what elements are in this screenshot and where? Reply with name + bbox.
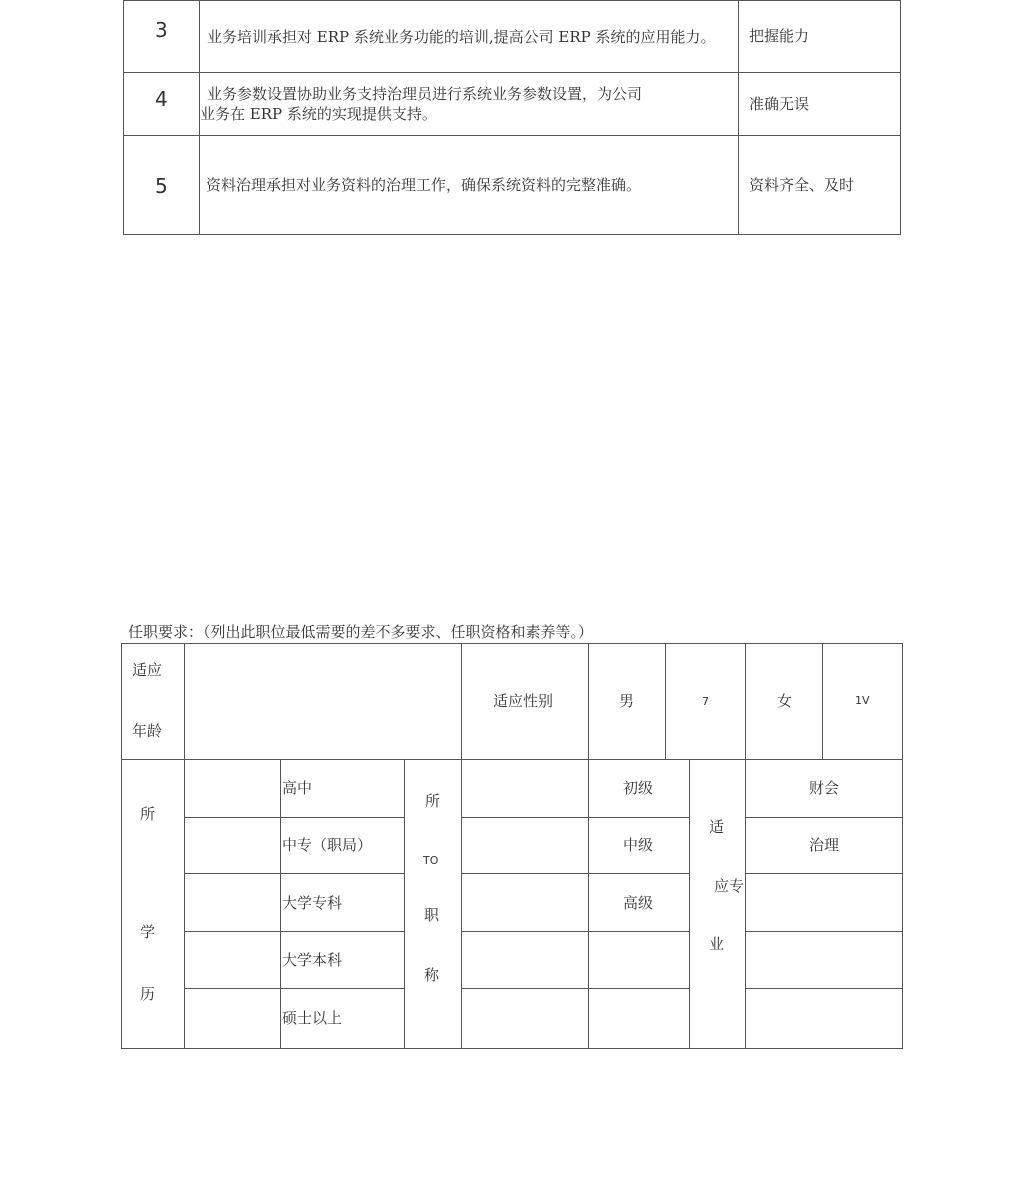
- education-label: 所: [140, 805, 156, 823]
- major-label: 业: [709, 935, 725, 953]
- major-label: 应专: [714, 877, 745, 895]
- major-label: 适: [709, 818, 725, 836]
- age-label: 适应: [132, 661, 163, 679]
- male-label: 男: [619, 692, 635, 710]
- duty-number: 3: [155, 18, 168, 42]
- duty-number: 5: [155, 174, 168, 198]
- female-mark: 1V: [855, 694, 870, 707]
- duty-standard: 资料齐全、及时: [749, 176, 855, 194]
- requirements-heading: 任职要求：（列出此职位最低需要的差不多要求、任职资格和素养等。）: [128, 623, 594, 641]
- title-level: 中级: [623, 836, 654, 854]
- title-label: 职: [424, 906, 440, 924]
- duty-content: 业务在 ERP 系统的实现提供支持。: [200, 105, 437, 123]
- title-label: TO: [423, 854, 439, 867]
- major-item: 治理: [809, 836, 840, 854]
- education-level: 大学专科: [282, 894, 343, 912]
- education-level: 中专（职局）: [282, 836, 373, 854]
- age-label: 年龄: [132, 722, 163, 740]
- education-level: 大学本科: [282, 951, 343, 969]
- duty-content: 业务培训承担对 ERP 系统业务功能的培训,提高公司 ERP 系统的应用能力。: [207, 28, 716, 46]
- duty-standard: 把握能力: [749, 27, 810, 45]
- title-label: 称: [424, 966, 440, 984]
- duty-content: 业务参数设置协助业务支持治理员进行系统业务参数设置，为公司: [207, 85, 643, 103]
- duty-standard: 准确无误: [749, 95, 810, 113]
- duty-content: 资料治理承担对业务资料的治理工作，确保系统资料的完整准确。: [206, 176, 642, 194]
- duty-number: 4: [155, 87, 168, 111]
- male-mark: 7: [702, 695, 709, 708]
- title-level: 初级: [623, 779, 654, 797]
- education-level: 硕士以上: [282, 1009, 343, 1027]
- education-level: 高中: [282, 779, 313, 797]
- major-item: 财会: [809, 779, 840, 797]
- education-label: 学: [140, 923, 156, 941]
- education-label: 历: [140, 985, 156, 1003]
- gender-label: 适应性别: [493, 692, 554, 710]
- title-level: 高级: [623, 894, 654, 912]
- title-label: 所: [425, 792, 441, 810]
- female-label: 女: [777, 692, 793, 710]
